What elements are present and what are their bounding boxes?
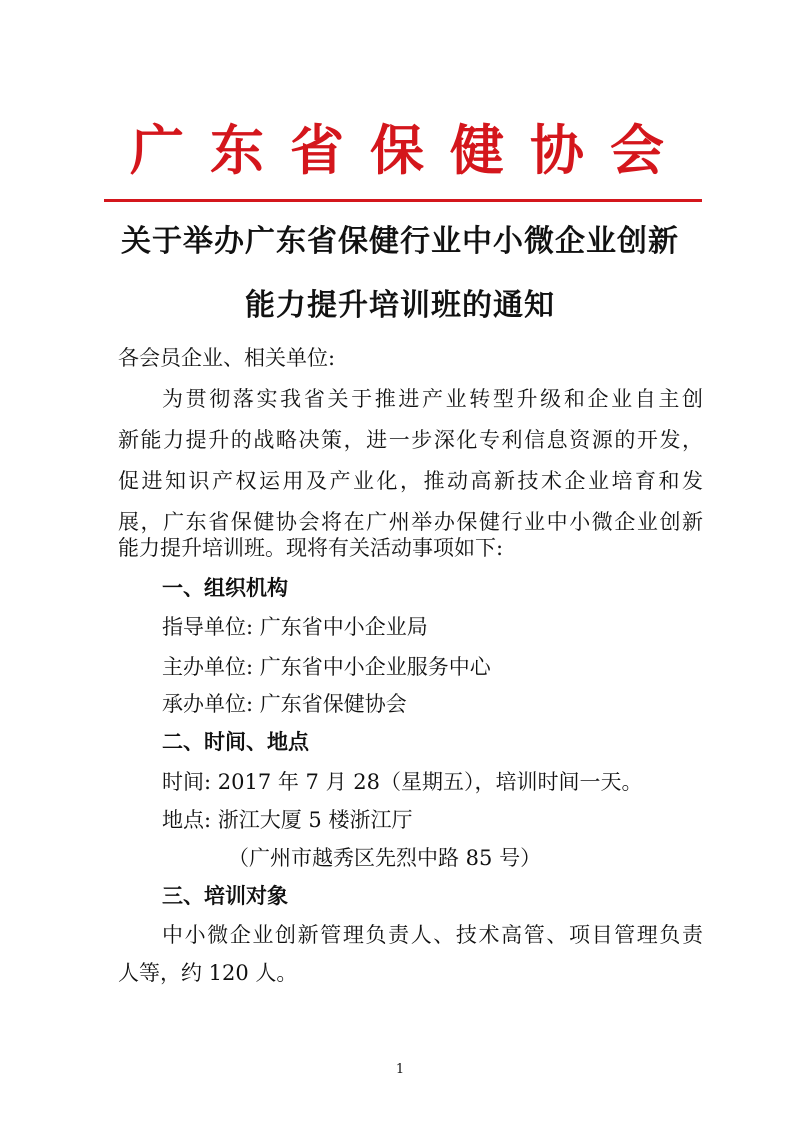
guiding-unit: 指导单位: 广东省中小企业局 xyxy=(162,615,428,639)
intro-line-4: 展，广东省保健协会将在广州举办保健行业中小微企业创新 xyxy=(118,510,703,534)
event-address: （广州市越秀区先烈中路 85 号） xyxy=(228,846,542,870)
intro-line-2: 新能力提升的战略决策，进一步深化专利信息资源的开发， xyxy=(118,428,703,452)
section-heading-organization: 一、组织机构 xyxy=(162,575,288,600)
intro-line-1: 为贯彻落实我省关于推进产业转型升级和企业自主创 xyxy=(162,387,703,411)
letterhead-rule xyxy=(104,199,702,202)
document-title-line-1: 关于举办广东省保健行业中小微企业创新 xyxy=(121,224,679,259)
event-time: 时间: 2017 年 7 月 28（星期五），培训时间一天。 xyxy=(162,770,643,794)
intro-line-5: 能力提升培训班。现将有关活动事项如下: xyxy=(118,536,504,560)
section-heading-time-place: 二、时间、地点 xyxy=(162,729,309,754)
salutation: 各会员企业、相关单位: xyxy=(118,346,336,370)
audience-line-2: 人等，约 120 人。 xyxy=(118,961,298,985)
organizer-unit: 承办单位: 广东省保健协会 xyxy=(162,692,407,716)
section-heading-audience: 三、培训对象 xyxy=(162,883,288,908)
event-place: 地点: 浙江大厦 5 楼浙江厅 xyxy=(162,808,413,832)
audience-line-1: 中小微企业创新管理负责人、技术高管、项目管理负责 xyxy=(162,923,703,947)
page-number: 1 xyxy=(395,1062,405,1077)
intro-line-3: 促进知识产权运用及产业化，推动高新技术企业培育和发 xyxy=(118,469,703,493)
org-letterhead-title: 广东省保健协会 xyxy=(130,118,690,182)
host-unit: 主办单位: 广东省中小企业服务中心 xyxy=(162,655,491,679)
document-title-line-2: 能力提升培训班的通知 xyxy=(245,288,555,323)
